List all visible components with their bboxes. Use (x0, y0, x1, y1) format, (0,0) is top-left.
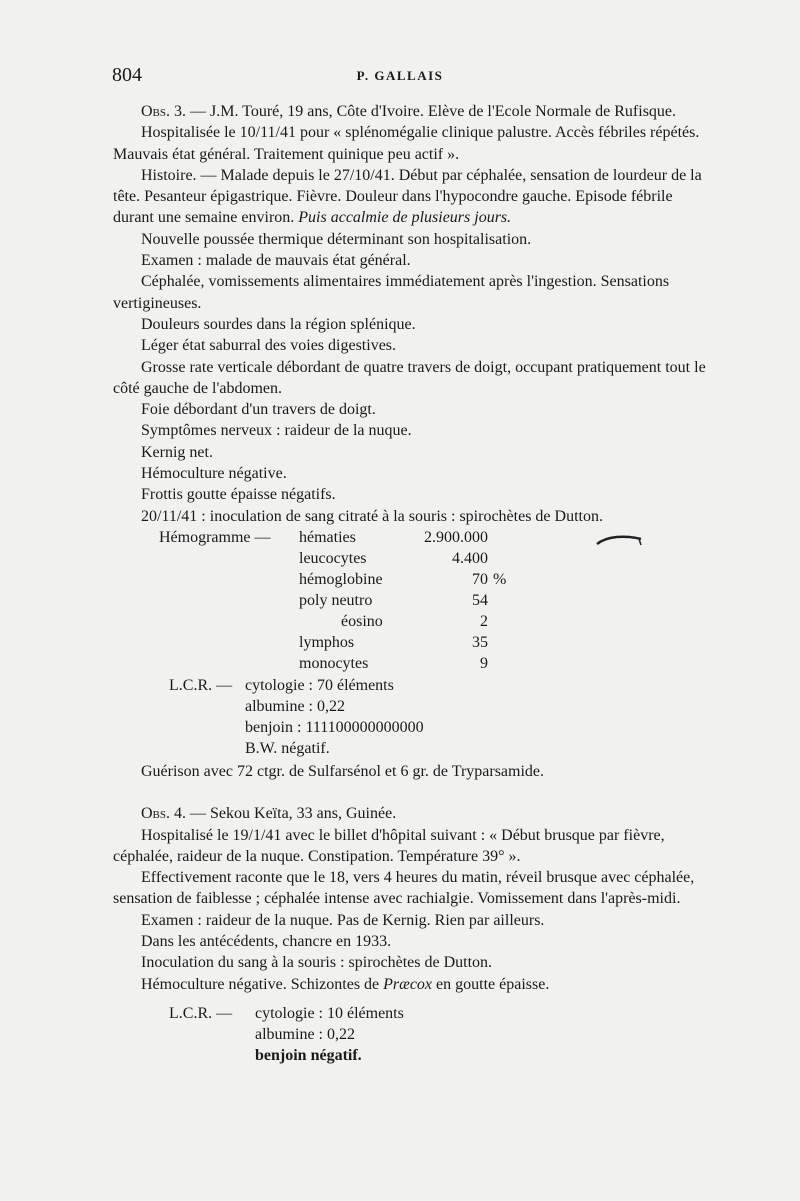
lcr-block-obs3 (113, 675, 706, 761)
lcr-value: benjoin négatif. (255, 1046, 362, 1064)
hemogramme-label: Hémogramme — (159, 528, 271, 546)
obs3-history (113, 165, 706, 229)
table-row (113, 696, 706, 717)
table-row (113, 1024, 706, 1045)
hemo-name: lymphos (299, 633, 355, 651)
hemo-name: hématies (299, 528, 356, 546)
obs4-hemoculture (113, 974, 706, 995)
obs4-line: en goutte épaisse. (436, 975, 550, 993)
table-row (113, 675, 706, 696)
obs3-intro (113, 101, 706, 122)
table-row (113, 1045, 706, 1066)
hemo-value: 54 (472, 591, 488, 609)
obs3-line: — J.M. Touré, 19 ans, Côte d'Ivoire. Elève de l'Ecole Normale de Rufisque. (190, 103, 677, 120)
obs4-line: — Sekou Keïta, 33 ans, Guinée. (190, 805, 397, 823)
lcr-value: benjoin : 111100000000000 (245, 718, 424, 736)
running-title: P. GALLAIS (356, 68, 444, 83)
obs4-line: Effectivement raconte que le 18, vers 4 heures du matin, réveil brusque avec céphalée, sensation de faiblesse ; céphalée intense avec rachialgie. Vomissement dans l'après-midi. (113, 869, 695, 908)
obs3-line: Hospitalisée le 10/11/41 pour « splénomégalie clinique palustre. Accès fébriles répétés. Mauvais état général. Traitement quinique peu actif ». (113, 124, 700, 163)
lcr-value: albumine : 0,22 (255, 1025, 355, 1043)
table-row (113, 527, 706, 548)
table-row (113, 738, 706, 759)
obs4-line: Dans les antécédents, chancre en 1933. (141, 933, 392, 951)
obs3-line: Frottis goutte épaisse négatifs. (141, 486, 336, 504)
obs4-line: Inoculation du sang à la souris : spirochètes de Dutton. (141, 954, 493, 972)
table-row (113, 548, 706, 569)
obs3-line: Léger état saburral des voies digestives. (141, 337, 397, 355)
table-row (113, 590, 706, 611)
table-row (113, 653, 706, 674)
obs3-line: Nouvelle poussée thermique déterminant son hospitalisation. (141, 230, 532, 248)
hemo-value: 35 (472, 633, 488, 651)
hemo-value: 2 (480, 612, 488, 630)
obs3-line: Examen : malade de mauvais état général. (141, 252, 411, 270)
lcr-label: L.C.R. — (169, 676, 233, 694)
hemo-name: poly neutro (299, 591, 373, 609)
lcr-value: cytologie : 70 éléments (245, 676, 394, 694)
obs4-line-italic: Præcox (383, 975, 433, 993)
hemo-value: 4.400 (452, 549, 488, 567)
hemo-name: leucocytes (299, 549, 367, 567)
hemo-name: monocytes (299, 654, 369, 672)
obs3-title: Obs. 3. (141, 103, 187, 120)
hemogramme-table (113, 527, 706, 672)
lcr-block-obs4 (113, 1003, 706, 1069)
obs4-line: Hospitalisé le 19/1/41 avec le billet d'hôpital suivant : « Début brusque par fièvre, céphalée, raideur de la nuque. Constipation. Température 39° ». (113, 826, 665, 865)
obs3-line: Histoire. — Malade depuis le 27/10/41. Début par céphalée, sensation de lourdeur de la tête. Pesanteur épigastrique. Fièvre. Douleur dans l'hypocondre gauche. Episode fébrile durant une semaine environ. (113, 166, 702, 227)
lcr-value: B.W. négatif. (245, 739, 330, 757)
table-row (113, 717, 706, 738)
obs3-line: Grosse rate verticale débordant de quatre travers de doigt, occupant pratiquement tout le côté gauche de l'abdomen. (113, 358, 706, 397)
lcr-label: L.C.R. — (169, 1004, 233, 1022)
obs4-line: Hémoculture négative. Schizontes de (141, 975, 380, 993)
lcr-value: albumine : 0,22 (245, 697, 345, 715)
obs3-line: Céphalée, vomissements alimentaires immédiatement après l'ingestion. Sensations vertigineuses. (113, 273, 670, 312)
obs3-line: Kernig net. (141, 443, 213, 461)
obs3-line: Symptômes nerveux : raideur de la nuque. (141, 422, 412, 440)
obs4-title: Obs. 4. (141, 805, 187, 823)
hemo-unit: % (493, 570, 507, 588)
obs3-line: 20/11/41 : inoculation de sang citraté à la souris : spirochètes de Dutton. (141, 507, 603, 525)
obs3-conclusion: Guérison avec 72 ctgr. de Sulfarsénol et 6 gr. de Tryparsamide. (141, 762, 545, 780)
obs4-line: Examen : raideur de la nuque. Pas de Kernig. Rien par ailleurs. (141, 911, 545, 929)
hemo-name: hémoglobine (299, 570, 383, 588)
section-gap (113, 782, 706, 803)
table-row (113, 569, 706, 590)
obs3-line-italic: Puis accalmie de plusieurs jours. (298, 209, 512, 227)
lcr-value: cytologie : 10 éléments (255, 1004, 404, 1022)
hemo-value: 70 (472, 570, 488, 588)
obs3-line: Douleurs sourdes dans la région splénique. (141, 315, 416, 333)
table-row (113, 632, 706, 653)
table-row (113, 1003, 706, 1024)
page-number: 804 (112, 64, 142, 86)
hemo-value: 2.900.000 (424, 528, 488, 546)
table-row (113, 611, 706, 632)
obs3-line: Foie débordant d'un travers de doigt. (141, 401, 376, 419)
obs3-line: Hémoculture négative. (141, 465, 287, 483)
page-body (113, 101, 706, 1069)
hemo-name: éosino (341, 612, 383, 630)
hemo-value: 9 (480, 654, 488, 672)
obs4-intro (113, 803, 706, 824)
